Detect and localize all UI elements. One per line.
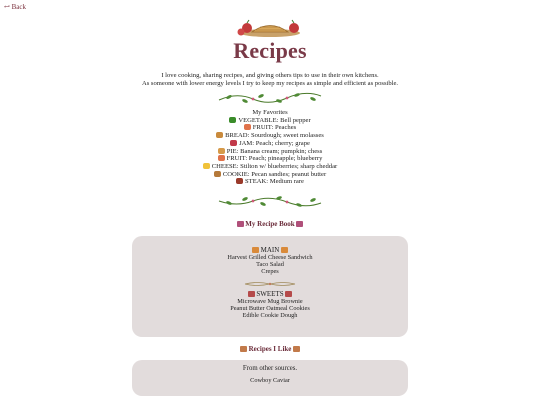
- sweets-section-heading: [132, 291, 408, 298]
- recipe-link[interactable]: Taco Salad: [256, 261, 284, 268]
- favorites-list: [0, 109, 540, 186]
- recipe-link[interactable]: Harvest Grilled Cheese Sandwich: [227, 254, 313, 261]
- favorite-item-label: PIE: Banana cream; pumpkin; chess: [226, 147, 323, 155]
- book-icon: [237, 221, 244, 227]
- pie-icon: [293, 346, 300, 352]
- favorite-item-label: FRUIT: Peaches: [252, 124, 297, 132]
- cake-icon: [248, 291, 255, 297]
- favorite-item: [0, 171, 540, 179]
- recipe-link[interactable]: Peanut Butter Oatmeal Cookies: [230, 305, 310, 312]
- favorite-item: [0, 178, 540, 186]
- recipe-link[interactable]: Crepes: [261, 268, 279, 275]
- intro-line-1: I love cooking, sharing recipes, and giving others tips to use in their own kitchens.: [161, 72, 379, 79]
- favorite-item-label: JAM: Peach; cherry; grape: [239, 139, 310, 147]
- pie-icon: [218, 148, 225, 154]
- main-section-heading: [132, 247, 408, 254]
- intro-text: [0, 72, 540, 87]
- bread-icon: [281, 247, 288, 253]
- favorite-item-label: CHEESE: Stilton w/ blueberries; sharp cheddar: [211, 162, 338, 170]
- recipes-i-like-heading-text: Recipes I Like: [248, 345, 292, 353]
- back-link[interactable]: ↩ Back: [4, 3, 26, 11]
- bread-icon: [252, 247, 259, 253]
- favorite-item: [0, 124, 540, 132]
- bread-icon: [216, 132, 223, 138]
- recipe-book-card: [132, 236, 408, 337]
- favorite-item-label: FRUIT: Peach; pineapple; blueberry: [226, 155, 323, 163]
- vine-divider-icon: [217, 90, 323, 106]
- favorite-item: [0, 117, 540, 125]
- page-title: Recipes: [233, 38, 307, 63]
- recipe-book-heading: [0, 220, 540, 228]
- pie-icon: [240, 346, 247, 352]
- recipes-i-like-heading: [0, 345, 540, 353]
- recipe-link[interactable]: Edible Cookie Dough: [242, 312, 298, 319]
- favorite-item-label: BREAD: Sourdough; sweet molasses: [225, 132, 324, 140]
- intro-line-2: As someone with lower energy levels I try to keep my recipes as simple and efficient as possible.: [141, 79, 399, 87]
- recipe-link[interactable]: Microwave Mug Brownie: [237, 298, 303, 305]
- cake-icon: [285, 291, 292, 297]
- peach-icon: [244, 124, 251, 130]
- recipe-book-heading-text: My Recipe Book: [245, 220, 295, 228]
- recipes-i-like-card: [132, 360, 408, 396]
- favorite-item: [0, 148, 540, 156]
- favorite-item: [0, 155, 540, 163]
- favorite-item: [0, 132, 540, 140]
- recipe-link[interactable]: Cowboy Caviar: [250, 377, 290, 384]
- favorite-item-label: COOKIE: Pecan sandies; peanut butter: [222, 170, 327, 178]
- main-label: MAIN: [260, 246, 280, 254]
- favorite-item-label: VEGETABLE: Bell pepper: [238, 116, 311, 124]
- sweets-label: SWEETS: [256, 290, 284, 298]
- recipes-i-like-subtitle: From other sources.: [242, 365, 298, 372]
- pie-banner-icon: [232, 13, 308, 39]
- vine-divider-icon: [217, 193, 323, 209]
- ornament-divider-icon: [243, 281, 297, 287]
- fruit-icon: [218, 155, 225, 161]
- jam-icon: [230, 140, 237, 146]
- book-icon: [296, 221, 303, 227]
- favorite-item-label: STEAK: Medium rare: [245, 178, 304, 186]
- steak-icon: [236, 178, 243, 184]
- favorite-item: [0, 163, 540, 171]
- pepper-icon: [229, 117, 236, 123]
- favorite-item: [0, 140, 540, 148]
- favorites-title: My Favorites: [252, 109, 288, 116]
- cheese-icon: [203, 163, 210, 169]
- cookie-icon: [214, 171, 221, 177]
